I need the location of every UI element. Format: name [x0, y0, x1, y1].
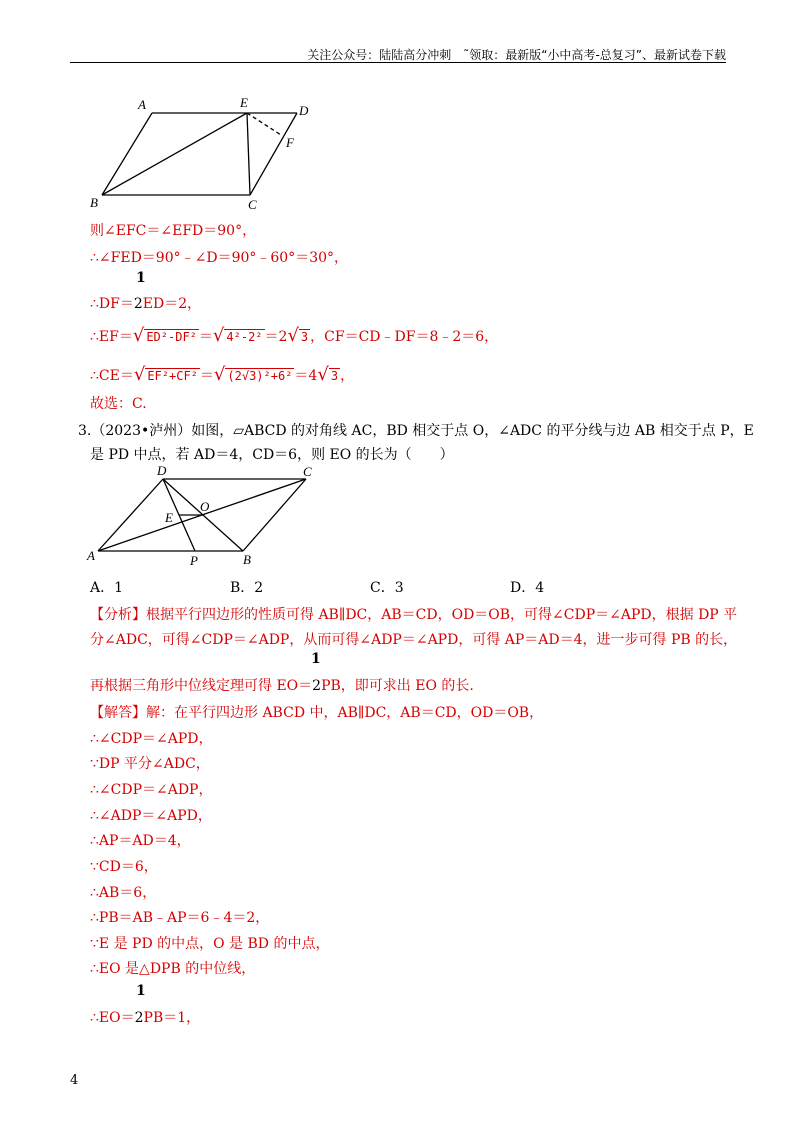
sqrt-icon: √: [132, 325, 145, 346]
sol2-line6: 故选：C.: [90, 396, 147, 412]
frac-den: 2: [133, 296, 143, 312]
sol2-l5-rad1: EF²+CF²: [147, 369, 198, 383]
solution3-l12-suffix: PB＝1，: [143, 1010, 201, 1026]
question3-line2: 是 PD 中点，若 AD＝4，CD＝6，则 EO 的长为（ ）: [90, 447, 454, 463]
sol2-l5-rad2: (2√3)²+6²: [227, 369, 293, 383]
option-d: D．4: [510, 580, 545, 596]
solution3-line2: ∴∠CDP＝∠APD，: [90, 731, 213, 747]
solution3-line6: ∴AP＝AD＝4，: [90, 833, 191, 849]
option-a: A．1: [90, 580, 124, 596]
sol2-l4-tail: ，CF＝CD﹣DF＝8﹣2＝6，: [310, 329, 499, 345]
solution3-line8: ∴AB＝6，: [90, 885, 157, 901]
analysis-l3-prefix: 再根据三角形中位线定理可得 EO＝: [90, 678, 313, 694]
label-D: D: [157, 463, 167, 478]
sol2-l4-prefix: ∴EF＝: [90, 329, 133, 345]
sol2-line4: [90, 325, 498, 346]
page-header: [70, 0, 726, 63]
solution3-line12: [90, 1007, 200, 1027]
sol2-l3-prefix: ∴DF＝: [90, 296, 134, 312]
sqrt-icon: √: [133, 364, 146, 385]
fraction-half: [136, 983, 146, 999]
frac-num: 1: [136, 983, 146, 999]
fraction-half: [136, 270, 146, 286]
sol2-line3: [90, 293, 201, 313]
label-E: E: [165, 510, 173, 525]
label-A: A: [138, 97, 146, 112]
label-B: B: [243, 552, 251, 567]
sqrt-icon: √: [212, 325, 225, 346]
option-c: C．3: [370, 580, 404, 596]
label-C: C: [303, 464, 312, 479]
sqrt-icon: √: [213, 364, 226, 385]
frac-num: 1: [311, 651, 321, 667]
sol2-l5-prefix: ∴CE＝: [90, 368, 134, 384]
figure-parallelogram-2: [85, 460, 325, 570]
sol2-l5-tail: ，: [340, 368, 355, 384]
sol2-line1: 则∠EFC＝∠EFD＝90°，: [90, 223, 257, 239]
label-O: O: [200, 499, 210, 514]
frac-den: 2: [134, 1010, 144, 1026]
sqrt-icon: √: [287, 325, 299, 346]
solution3-line9: ∴PB＝AB﹣AP＝6﹣4＝2，: [90, 910, 270, 926]
label-E: E: [240, 95, 248, 110]
label-A: A: [87, 548, 95, 563]
analysis-line1: 【分析】根据平行四边形的性质可得 AB∥DC，AB＝CD，OD＝OB，可得∠CDP＝∠APD，根据 DP 平: [90, 607, 738, 623]
label-B: B: [90, 195, 98, 210]
sol2-l4-rad3: 3: [300, 330, 309, 344]
frac-den: 2: [312, 678, 322, 694]
solution3-line7: ∵CD＝6，: [90, 859, 158, 875]
page-number: 4: [70, 1073, 79, 1088]
analysis-line3: [90, 675, 474, 695]
sol2-l5-rad3: 3: [330, 369, 339, 383]
question3-line1: 3.（2023•泸州）如图，▱ABCD 的对角线 AC，BD 相交于点 O，∠ADC 的平分线与边 AB 相交于点 P，E: [78, 423, 754, 439]
label-C: C: [248, 197, 257, 212]
analysis-line2: 分∠ADC，可得∠CDP＝∠ADP，从而可得∠ADP＝∠APD，可得 AP＝AD＝4，进一步可得 PB 的长，: [90, 632, 738, 648]
sol2-l5-res: ＝4: [294, 368, 318, 384]
solution3-line3: ∵DP 平分∠ADC，: [90, 756, 210, 772]
solution3-line10: ∵E 是 PD 的中点，O 是 BD 的中点，: [90, 936, 330, 952]
figure-parallelogram-1: [85, 95, 325, 215]
label-F: F: [286, 135, 294, 150]
sol2-l4-res: ＝2: [264, 329, 288, 345]
solution3-line5: ∴∠ADP＝∠APD，: [90, 808, 212, 824]
sol2-l4-rad2: 4²-2²: [226, 330, 263, 344]
sol2-l3-suffix: ED＝2，: [142, 296, 202, 312]
label-P: P: [190, 553, 198, 568]
sol2-l4-rad1: ED²-DF²: [146, 330, 197, 344]
sol2-l4-mid: ＝: [198, 329, 213, 345]
label-D: D: [299, 103, 309, 118]
option-b: B．2: [230, 580, 264, 596]
fraction-half: [311, 651, 321, 667]
sol2-line2: ∴∠FED＝90°﹣∠D＝90°﹣60°＝30°，: [90, 250, 349, 266]
analysis-l3-suffix: PB，即可求出 EO 的长.: [321, 678, 474, 694]
frac-num: 1: [136, 270, 146, 286]
header-text: 关注公众号：陆陆高分冲刺 ˜领取：最新版“小中高考-总复习”、最新试卷下载: [307, 48, 726, 62]
solution3-l12-prefix: ∴EO＝: [90, 1010, 135, 1026]
sqrt-icon: √: [317, 364, 329, 385]
solution3-line11: ∴EO 是△DPB 的中位线，: [90, 961, 256, 977]
solution3-line4: ∴∠CDP＝∠ADP，: [90, 782, 213, 798]
sol2-line5: [90, 364, 354, 385]
solution3-line1: 【解答】解：在平行四边形 ABCD 中，AB∥DC，AB＝CD，OD＝OB，: [90, 705, 544, 721]
sol2-l5-mid: ＝: [199, 368, 214, 384]
